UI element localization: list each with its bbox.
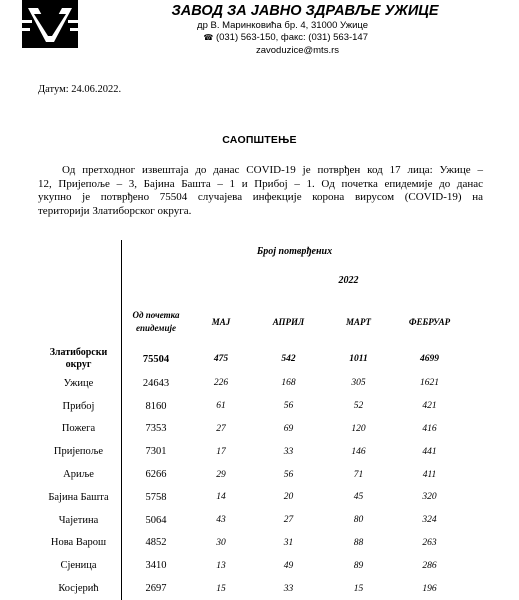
month-value: 88 — [353, 537, 364, 548]
month-value: 4699 — [420, 354, 439, 364]
month-value: 61 — [216, 401, 226, 412]
month-value: 305 — [351, 378, 366, 389]
municipality-name: Бајина Башта — [48, 491, 109, 503]
month-value: 441 — [422, 446, 437, 457]
paragraph-line: 12, Пријепоље – 3, Бајина Башта – 1 и Прибој – 1. Од почетка епидемије до данас — [38, 177, 483, 190]
table-row-total — [36, 346, 467, 372]
total-value: 5064 — [122, 509, 191, 532]
municipality-name: Нова Варош — [50, 537, 107, 549]
month-value: 15 — [353, 583, 364, 594]
column-header: Од почетка епидемије — [132, 310, 180, 333]
municipality-name: Чајетина — [58, 514, 99, 526]
month-value: 120 — [351, 423, 366, 434]
month-value: 29 — [216, 469, 226, 480]
phone-fax: (031) 563-150, факс: (031) 563-147 — [215, 32, 368, 43]
total-value: 24643 — [122, 372, 191, 395]
month-value: 475 — [213, 354, 229, 364]
year-header: 2022 — [338, 274, 359, 286]
paragraph-line: територији Златиборског округа. — [38, 204, 192, 217]
month-value: 421 — [422, 401, 437, 412]
month-value: 56 — [283, 401, 294, 412]
table-row — [36, 532, 467, 555]
month-value: 89 — [353, 560, 364, 571]
table-row — [36, 440, 467, 463]
total-value: 75504 — [122, 346, 191, 372]
municipality-name: Сјеница — [60, 560, 97, 572]
month-value: 146 — [351, 446, 366, 457]
table-row — [36, 486, 467, 509]
region-name: Златиборски округ — [49, 347, 108, 370]
month-value: 20 — [283, 492, 294, 503]
month-value: 31 — [283, 537, 294, 548]
document-heading: САОПШТЕЊЕ — [222, 134, 297, 146]
month-value: 196 — [422, 583, 437, 594]
municipality-name: Пожега — [61, 423, 96, 435]
table-row — [36, 372, 467, 395]
municipality-name: Ариље — [63, 469, 94, 481]
month-value: 49 — [283, 560, 294, 571]
month-value: 30 — [216, 537, 226, 548]
month-value: 1011 — [349, 354, 368, 364]
month-value: 80 — [353, 515, 364, 526]
table-row — [36, 554, 467, 577]
month-value: 324 — [422, 515, 437, 526]
column-header: АПРИЛ — [272, 316, 305, 327]
month-value: 45 — [353, 492, 364, 503]
table-row — [36, 418, 467, 441]
institute-logo — [22, 0, 78, 48]
institute-email: zavoduzice@mts.rs — [255, 45, 339, 56]
month-value: 320 — [422, 492, 437, 503]
month-value: 52 — [353, 401, 364, 412]
institute-address: др В. Маринковића бр. 4, 31000 Ужице — [197, 20, 368, 31]
month-value: 416 — [422, 423, 437, 434]
month-value: 411 — [422, 469, 437, 480]
month-value: 286 — [422, 560, 437, 571]
document-date: Датум: 24.06.2022. — [38, 84, 122, 95]
table-row — [36, 577, 467, 600]
table-row — [36, 463, 467, 486]
month-value: 1621 — [420, 378, 439, 389]
month-value: 15 — [216, 583, 226, 594]
announcement-paragraph — [38, 164, 483, 218]
table-row — [36, 395, 467, 418]
total-value: 7353 — [122, 418, 191, 441]
total-value: 4852 — [122, 532, 191, 555]
confirmed-header: Број потврђених — [256, 245, 333, 257]
total-value: 2697 — [122, 577, 191, 600]
month-value: 263 — [422, 537, 437, 548]
total-value: 8160 — [122, 395, 191, 418]
month-value: 43 — [216, 515, 226, 526]
column-header: МАЈ — [211, 316, 231, 327]
paragraph-line: Од претходног извештаја до данас COVID-19 је потврђен код 17 лица: Ужице – — [62, 164, 483, 176]
month-value: 27 — [216, 423, 226, 434]
column-header: МАРТ — [345, 316, 371, 327]
month-value: 168 — [281, 378, 296, 389]
municipality-name: Прибој — [62, 400, 95, 412]
month-value: 27 — [283, 515, 294, 526]
month-value: 14 — [216, 492, 226, 503]
month-value: 226 — [213, 378, 229, 389]
total-value: 3410 — [122, 554, 191, 577]
total-value: 7301 — [122, 440, 191, 463]
municipality-name: Косјерић — [58, 583, 99, 595]
table-row — [36, 509, 467, 532]
total-value: 6266 — [122, 463, 191, 486]
month-value: 542 — [281, 354, 296, 364]
phone-fax-line — [203, 32, 368, 43]
month-value: 33 — [283, 446, 294, 457]
municipality-name: Ужице — [63, 377, 94, 389]
total-value: 5758 — [122, 486, 191, 509]
month-value: 17 — [216, 446, 226, 457]
month-value: 71 — [353, 469, 364, 480]
month-value: 33 — [283, 583, 294, 594]
institute-name: ЗАВОД ЗА ЈАВНО ЗДРАВЉЕ УЖИЦЕ — [171, 3, 439, 19]
month-value: 56 — [283, 469, 294, 480]
month-value: 69 — [283, 423, 294, 434]
municipality-name: Пријепоље — [53, 446, 104, 458]
column-header: ФЕБРУАР — [408, 316, 451, 327]
month-value: 13 — [216, 560, 226, 571]
paragraph-line: укупно је потврђено 75504 случајева инфекције корона вирусом (COVID-19) на — [38, 191, 483, 203]
cases-table — [36, 240, 467, 600]
telephone-icon: ☎ — [203, 33, 214, 42]
